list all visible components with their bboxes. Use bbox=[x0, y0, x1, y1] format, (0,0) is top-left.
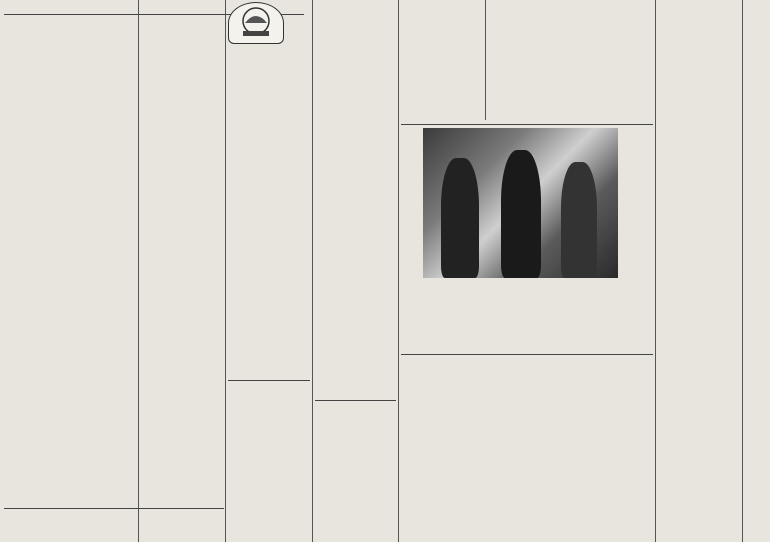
story-body-col1 bbox=[4, 66, 136, 526]
bottom-left-headline bbox=[16, 522, 226, 536]
middle-headline-2 bbox=[318, 404, 396, 418]
story-body-col3 bbox=[228, 46, 310, 536]
section-label-2 bbox=[700, 322, 740, 331]
logo-emblem-icon bbox=[228, 2, 284, 44]
story-kicker bbox=[4, 2, 264, 14]
story-body-col2 bbox=[141, 100, 223, 520]
column-rule bbox=[485, 0, 486, 120]
bottom-right-headline bbox=[402, 358, 652, 400]
divider bbox=[315, 400, 396, 401]
column-rule bbox=[742, 0, 743, 542]
person-figure bbox=[441, 158, 479, 278]
middle-headline bbox=[238, 384, 310, 398]
column-rule bbox=[655, 0, 656, 542]
story-subhead bbox=[30, 52, 230, 62]
person-figure bbox=[501, 150, 541, 278]
photo-credit bbox=[590, 283, 650, 291]
bottom-right-body bbox=[401, 402, 653, 536]
section-label bbox=[4, 510, 124, 519]
divider bbox=[4, 508, 224, 509]
column-rule bbox=[398, 0, 399, 542]
story-body-col6 bbox=[488, 2, 653, 120]
divider bbox=[401, 124, 653, 125]
photo-caption-text bbox=[404, 306, 652, 351]
photo-caption-title bbox=[410, 294, 650, 305]
column-rule bbox=[225, 0, 226, 542]
divider bbox=[401, 354, 653, 355]
column-rule bbox=[312, 0, 313, 542]
story-body-col5 bbox=[401, 2, 483, 120]
column-rule bbox=[138, 0, 139, 542]
person-figure bbox=[561, 162, 597, 278]
news-photo bbox=[423, 128, 618, 278]
story-body-col4 bbox=[315, 2, 396, 536]
divider bbox=[228, 380, 310, 381]
